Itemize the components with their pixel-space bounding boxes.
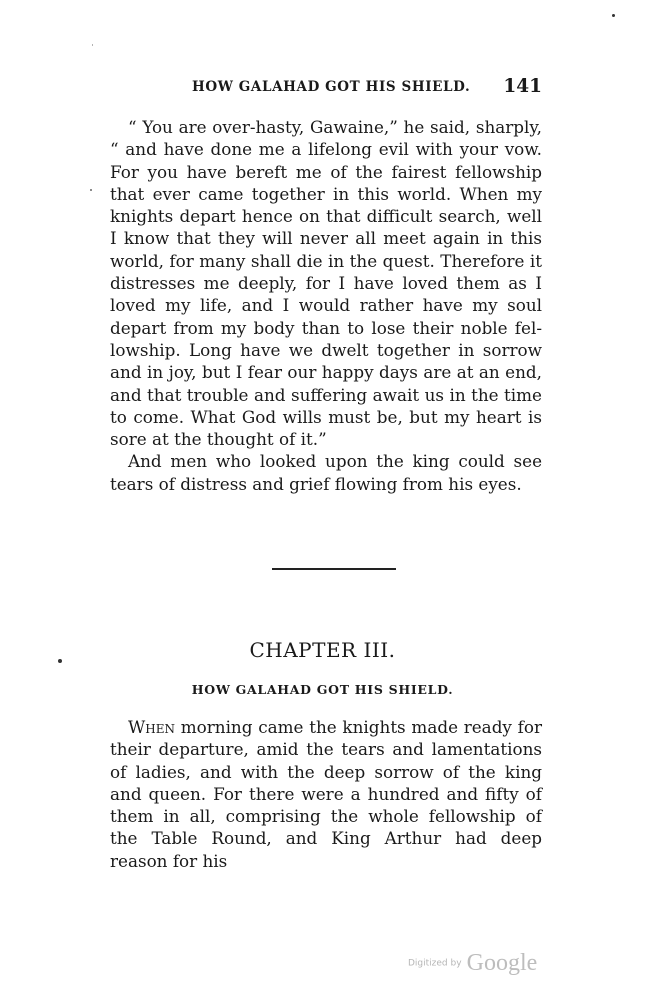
section-divider-rule — [272, 568, 396, 570]
body-text — [110, 116, 542, 495]
running-head — [110, 76, 542, 100]
scan-speck-dot — [58, 659, 62, 663]
page-number: 141 — [503, 76, 542, 97]
chapter-opening-text: morning came the knights made ready for their departure, amid the tears and lamentations of ladies, and with the deep sorrow of the king and queen. For there were a hundred and fifty of them in all, comprising the whole fellowship of the Table Round, and King Arthur had deep reason for his — [110, 717, 542, 871]
running-title: HOW GALAHAD GOT HIS SHIELD. — [192, 79, 471, 95]
scan-speck-dot — [612, 14, 615, 17]
paragraph-king-tears: And men who looked upon the king could see tears of distress and grief flowing from his eyes. — [110, 451, 542, 494]
scan-speck-dot — [90, 189, 92, 191]
paragraph-king-speech: “ You are over-hasty, Gawaine,” he said, sharply, “ and have done me a lifelong evil with your vow. For you have bereft me of the fairest fellowship that ever came together in this world. When my knights depart hence on that difficult search, well I know that they will never all meet again in this world, for many shall die in the quest. Therefore it distresses me deeply, for I have loved them as I loved my life, and I would rather have my soul depart from my body than to lose their noble fellowship. Long have we dwelt together in sorrow and in joy, but I fear our happy days are at an end, and that trouble and suffering await us in the time to come. What God wills must be, but my heart is sore at the thought of it.” — [110, 117, 542, 450]
chapter-opening-word: When — [128, 717, 175, 737]
google-logo: Google — [466, 950, 538, 976]
chapter-title: CHAPTER III. — [249, 638, 396, 662]
digitized-by-google-watermark — [408, 950, 537, 980]
chapter-opening-paragraph — [110, 716, 542, 872]
chapter-subtitle: HOW GALAHAD GOT HIS SHIELD. — [191, 682, 454, 697]
scan-speck-dot — [92, 44, 93, 46]
watermark-small-text: Digitized by — [408, 958, 462, 969]
